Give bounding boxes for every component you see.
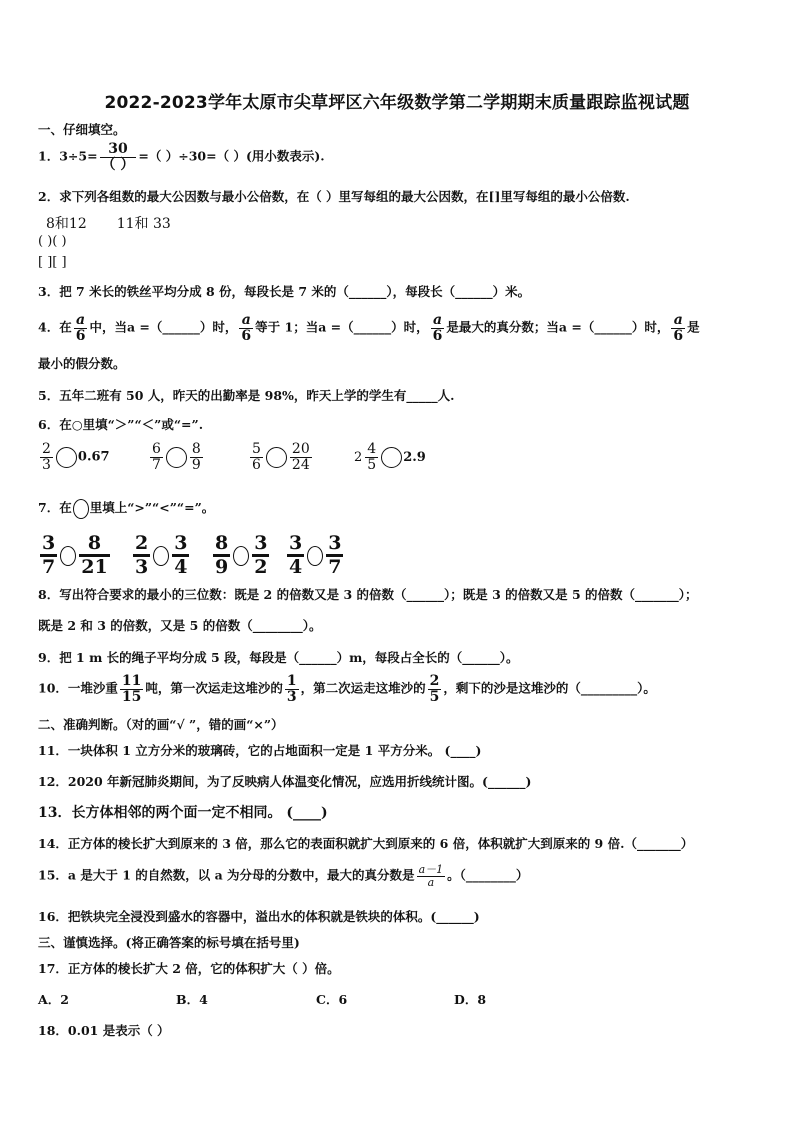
q7-item-3 [211, 534, 285, 577]
q7-frac [326, 534, 343, 577]
num: 3 [326, 534, 343, 557]
question-2: 2．求下列各组数的最大公因数与最小公倍数，在（ ）里写每组的最大公因数，在[]里写每组的最小公倍数. [38, 189, 630, 204]
q10-fraction-3 [428, 674, 442, 704]
question-17: 17．正方体的棱长扩大 2 倍，它的体积扩大（ ）倍。 [38, 961, 340, 976]
q4-line-2: 最小的假分数。 [38, 356, 126, 371]
den: 2 [254, 556, 268, 578]
q17-option-a[interactable]: A．2 [38, 992, 69, 1007]
q7-frac [40, 534, 57, 577]
q4-frac-den: 6 [673, 327, 684, 344]
q7-pre: 7．在 [38, 500, 72, 515]
question-12: 12．2020 年新冠肺炎期间，为了反映病人体温变化情况，应选用折线统计图。(______) [38, 774, 532, 789]
q1-numerator: 30 [100, 142, 137, 158]
q4-fraction-1 [74, 313, 88, 343]
num: 4 [367, 441, 377, 457]
num: 2 [429, 673, 440, 689]
q6-item-3 [248, 442, 354, 472]
den: 7 [152, 456, 161, 473]
den: 21 [81, 556, 108, 578]
q6-whole: 2 [354, 449, 363, 465]
num: 1 [286, 673, 297, 689]
q6-item-1 [38, 442, 148, 472]
question-5: 5．五年二班有 50 人，昨天的出勤率是 98%，昨天上学的学生有_____人. [38, 388, 455, 403]
den: 15 [121, 688, 142, 705]
q7-frac [252, 534, 269, 577]
q4-part-f: 是最大的真分数；当 [446, 319, 559, 335]
compare-circle[interactable] [153, 546, 169, 566]
num: 8 [191, 441, 201, 457]
q6-frac [150, 442, 163, 472]
q4-frac-den: 6 [75, 327, 86, 344]
q7-item-1 [38, 534, 131, 577]
q4-part-b: 中，当 [89, 319, 127, 335]
q4-part-h: 是 [687, 319, 700, 335]
section-2-heading: 二、准确判断。（对的画“√ ”，错的画“×”） [38, 717, 284, 732]
den: 5 [429, 688, 440, 705]
section-1-heading: 一、仔细填空。 [38, 122, 126, 137]
q4-frac-num: a [239, 313, 253, 329]
q4-part-a: 4．在 [38, 319, 72, 335]
q4-part-e: a =（______）时， [318, 319, 429, 335]
question-7 [38, 498, 214, 519]
compare-circle[interactable] [266, 447, 287, 468]
num: 3 [252, 534, 269, 557]
q15-fraction [417, 864, 446, 888]
q15-part-b: 。（________） [447, 867, 529, 883]
q7-item-2 [131, 534, 211, 577]
question-13: 13．长方体相邻的两个面一定不相同。 (____) [38, 805, 328, 821]
q6-frac [290, 442, 312, 472]
compare-circle[interactable] [60, 546, 76, 566]
num: 8 [213, 534, 230, 557]
q7-items [38, 534, 345, 577]
den: 4 [174, 556, 188, 578]
question-15 [38, 864, 528, 888]
q2-bracket-row: [ ][ ] [38, 255, 67, 270]
question-16: 16．把铁块完全浸没到盛水的容器中，溢出水的体积就是铁块的体积。(______) [38, 909, 480, 924]
compare-circle[interactable] [381, 447, 402, 468]
compare-circle[interactable] [56, 447, 77, 468]
q7-frac [172, 534, 189, 577]
q4-part-c: a =（______）时， [126, 319, 238, 335]
num: 3 [40, 534, 57, 557]
num: 3 [172, 534, 189, 557]
num: 2 [42, 441, 51, 457]
q10-part-d: ，剩下的沙是这堆沙的（_________）。 [443, 680, 656, 696]
q17-option-c[interactable]: C．6 [316, 992, 348, 1007]
q4-frac-den: 6 [432, 327, 443, 344]
q7-frac [287, 534, 304, 577]
q4-frac-num: a [74, 313, 88, 329]
q7-frac [133, 534, 150, 577]
q4-fraction-3 [431, 313, 445, 343]
q6-right-value: 0.67 [77, 449, 110, 465]
compare-circle[interactable] [307, 546, 323, 566]
den: 24 [291, 456, 310, 473]
q10-part-b: 吨，第一次运走这堆沙的 [145, 680, 283, 696]
q1-fraction [100, 142, 137, 172]
exam-title: 2022-2023学年太原市尖草坪区六年级数学第二学期期末质量跟踪监视试题 [104, 93, 690, 113]
q7-item-4 [285, 534, 345, 577]
den: 9 [191, 456, 201, 473]
q4-fraction-4 [671, 313, 685, 343]
question-8-line-1: 8．写出符合要求的最小的三位数：既是 2 的倍数又是 3 的倍数（______）；既是 3 的倍数又是 5 的倍数（_______）； [38, 587, 698, 602]
q6-frac [250, 442, 263, 472]
question-3: 3．把 7 米长的铁丝平均分成 8 份，每段长是 7 米的（______），每段长（______）米。 [38, 284, 531, 299]
q4-part-g: a =（______）时， [558, 319, 670, 335]
num: 11 [121, 673, 142, 689]
question-18: 18．0.01 是表示（ ） [38, 1023, 170, 1038]
q17-option-b[interactable]: B．4 [176, 992, 208, 1007]
q15-part-a: 15．a 是大于 1 的自然数，以 a 为分母的分数中，最大的真分数是 [38, 867, 415, 883]
q4-frac-num: a [431, 313, 445, 329]
q2-pair-2: 11和 33 [116, 216, 171, 232]
den: a [427, 875, 435, 889]
question-11: 11．一块体积 1 立方分米的玻璃砖，它的占地面积一定是 1 平方分米。 (____) [38, 743, 482, 758]
q10-fraction-2 [285, 674, 299, 704]
q1-denominator: （ ） [101, 156, 135, 173]
question-1 [38, 142, 325, 172]
q2-pair-1: 8和12 [46, 216, 87, 232]
q1-rest: =（ ）÷30=（ ）(用小数表示). [138, 148, 325, 164]
question-9: 9．把 1 m 长的绳子平均分成 5 段，每段是（______）m，每段占全长的（______）。 [38, 650, 519, 665]
q2-paren-row: ( )( ) [38, 234, 67, 249]
num: 6 [152, 441, 161, 457]
q4-frac-num: a [671, 313, 685, 329]
den: 3 [135, 556, 149, 578]
q4-frac-den: 6 [241, 327, 252, 344]
q6-frac [190, 442, 203, 472]
question-14: 14．正方体的棱长扩大到原来的 3 倍，那么它的表面积就扩大到原来的 6 倍，体积就扩大到原来的 9 倍.（_______） [38, 836, 694, 851]
q4-fraction-2 [239, 313, 253, 343]
num: 3 [287, 534, 304, 557]
section-3-heading: 三、谨慎选择。(将正确答案的标号填在括号里) [38, 935, 300, 950]
compare-circle[interactable] [166, 447, 187, 468]
question-4 [38, 313, 700, 343]
question-6: 6．在○里填“＞”“＜”或“=”. [38, 417, 204, 432]
q6-right-value: 2.9 [403, 449, 426, 465]
compare-circle[interactable] [233, 546, 249, 566]
circle-icon [73, 499, 89, 519]
num: 5 [252, 441, 261, 457]
question-8-line-2: 既是 2 和 3 的倍数，又是 5 的倍数（________）。 [38, 618, 322, 633]
q7-frac [213, 534, 230, 577]
q1-lead: 1．3÷5= [38, 148, 98, 164]
num: 2 [133, 534, 150, 557]
den: 7 [42, 556, 56, 578]
q10-fraction-1 [120, 674, 143, 704]
den: 3 [286, 688, 297, 705]
den: 6 [252, 456, 261, 473]
question-10 [38, 674, 656, 704]
q2-pairs [46, 213, 171, 233]
q6-items [38, 442, 426, 472]
num: a－1 [418, 863, 444, 876]
q17-option-d[interactable]: D．8 [454, 992, 487, 1007]
den: 4 [289, 556, 303, 578]
q10-part-c: ，第二次运走这堆沙的 [300, 680, 426, 696]
num: 20 [291, 441, 310, 457]
num: 8 [79, 534, 109, 557]
q6-item-4 [354, 442, 426, 472]
q7-post: 里填上“>”“<”“=”。 [89, 500, 215, 515]
q6-frac [40, 442, 53, 472]
q7-frac [79, 534, 109, 577]
q4-part-d: 等于 1；当 [255, 319, 319, 335]
q17-options [38, 990, 486, 1008]
q10-part-a: 10．一堆沙重 [38, 680, 118, 696]
den: 9 [215, 556, 229, 578]
q6-frac [365, 442, 378, 472]
den: 5 [367, 456, 377, 473]
den: 3 [42, 456, 51, 473]
den: 7 [328, 556, 342, 578]
q6-item-2 [148, 442, 248, 472]
